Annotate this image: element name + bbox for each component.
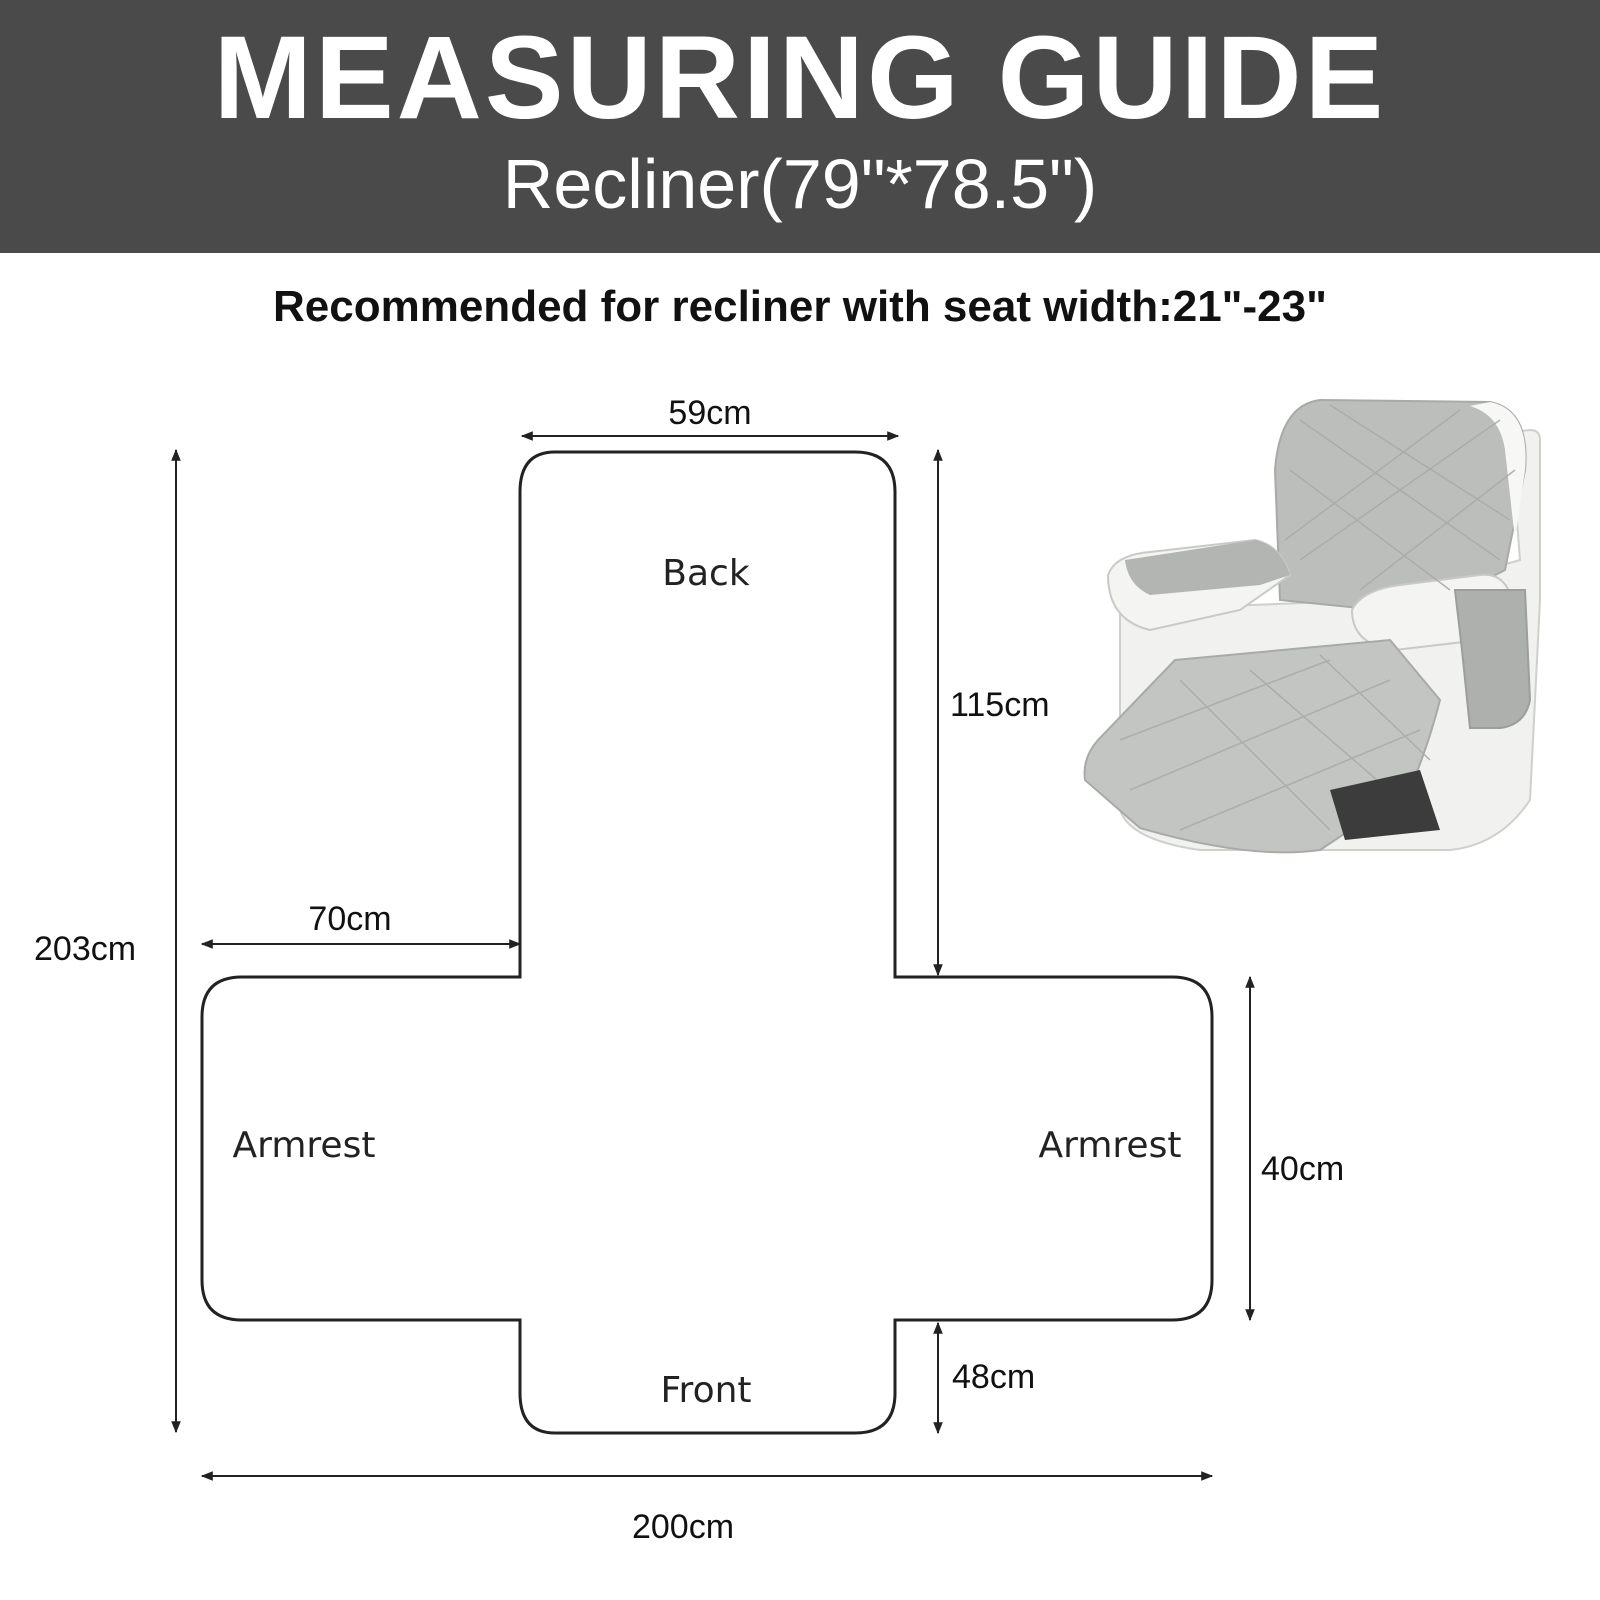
dim-total-height: 203cm bbox=[34, 930, 137, 968]
recliner-chair-icon bbox=[1085, 400, 1540, 852]
dim-armrest-height: 40cm bbox=[1261, 1150, 1345, 1188]
cover-outline bbox=[202, 452, 1212, 1433]
dim-back-height: 115cm bbox=[950, 686, 1050, 724]
page-subtitle: Recliner(79"*78.5") bbox=[502, 145, 1098, 223]
dim-armrest-width: 70cm bbox=[308, 900, 392, 938]
label-back: Back bbox=[662, 553, 750, 594]
dim-front-height: 48cm bbox=[952, 1358, 1036, 1396]
page-title: MEASURING GUIDE bbox=[213, 12, 1387, 144]
label-armrest-left: Armrest bbox=[232, 1125, 376, 1166]
dim-back-width: 59cm bbox=[668, 394, 752, 432]
label-armrest-right: Armrest bbox=[1038, 1125, 1182, 1166]
label-front: Front bbox=[660, 1370, 752, 1411]
dim-total-width: 200cm bbox=[631, 1508, 735, 1546]
recommendation-text: Recommended for recliner with seat width:21"-23" bbox=[273, 282, 1327, 331]
